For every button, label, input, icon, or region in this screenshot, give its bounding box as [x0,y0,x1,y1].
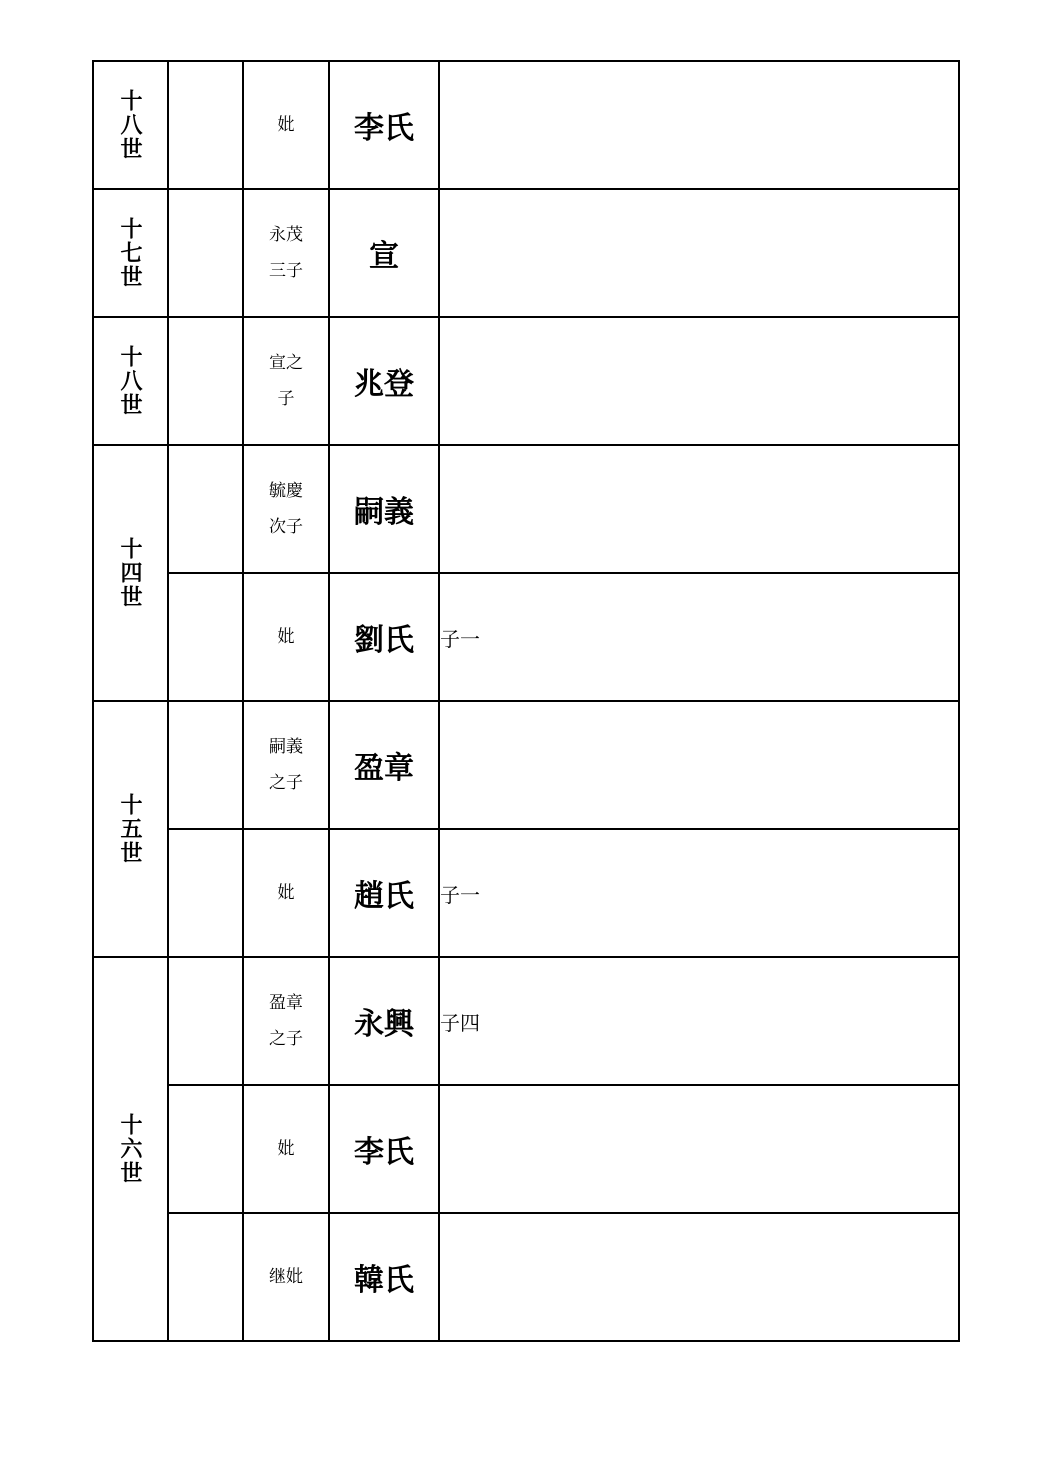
relation-line: 嗣義 [269,737,303,757]
generation-label: 十六世 [117,1113,143,1185]
blank-cell [168,829,243,957]
note-cell [439,317,959,445]
generation-cell [93,701,168,957]
name-cell: 永興 [329,957,439,1085]
relation-cell [243,445,329,573]
name-cell: 嗣義 [329,445,439,573]
relation-line: 妣 [277,627,295,647]
table-row [93,1213,959,1341]
relation-line: 永茂 [269,225,303,245]
relation-line: 妣 [277,115,295,135]
generation-cell [93,445,168,701]
relation-line: 妣 [277,1139,295,1159]
generation-label: 十八世 [117,89,143,161]
relation-cell [243,189,329,317]
relation-line: 宣之 [269,353,303,373]
table-row [93,573,959,701]
genealogy-table [92,60,960,1342]
blank-cell [168,317,243,445]
relation-line: 三子 [269,261,303,281]
relation-cell [243,317,329,445]
name-cell: 趙氏 [329,829,439,957]
generation-label: 十四世 [117,537,143,609]
table-row [93,957,959,1085]
relation-cell [243,957,329,1085]
blank-cell [168,189,243,317]
blank-cell [168,61,243,189]
generation-cell [93,317,168,445]
relation-cell [243,829,329,957]
relation-line: 继妣 [269,1267,303,1287]
generation-cell [93,61,168,189]
relation-line: 毓慶 [269,481,303,501]
relation-line: 妣 [277,883,295,903]
note-cell: 子四 [439,957,959,1085]
note-cell: 子一 [439,829,959,957]
blank-cell [168,445,243,573]
generation-cell [93,189,168,317]
note-cell [439,701,959,829]
note-cell [439,61,959,189]
table-row [93,1085,959,1213]
generation-label: 十七世 [117,217,143,289]
blank-cell [168,1213,243,1341]
relation-cell [243,61,329,189]
relation-line: 子 [277,389,295,409]
relation-line: 之子 [269,773,303,793]
note-cell [439,445,959,573]
note-cell [439,1085,959,1213]
blank-cell [168,1085,243,1213]
name-cell: 李氏 [329,61,439,189]
table-row [93,701,959,829]
blank-cell [168,573,243,701]
note-cell [439,189,959,317]
generation-cell [93,957,168,1341]
relation-line: 之子 [269,1029,303,1049]
generation-label: 十五世 [117,793,143,865]
relation-cell [243,1085,329,1213]
name-cell: 兆登 [329,317,439,445]
generation-label: 十八世 [117,345,143,417]
name-cell: 李氏 [329,1085,439,1213]
relation-cell [243,701,329,829]
table-row [93,829,959,957]
note-cell: 子一 [439,573,959,701]
table-row [93,445,959,573]
table-row [93,61,959,189]
name-cell: 韓氏 [329,1213,439,1341]
name-cell: 盈章 [329,701,439,829]
table-row [93,317,959,445]
blank-cell [168,957,243,1085]
relation-cell [243,573,329,701]
relation-cell [243,1213,329,1341]
name-cell: 劉氏 [329,573,439,701]
note-cell [439,1213,959,1341]
name-cell: 宣 [329,189,439,317]
relation-line: 盈章 [269,993,303,1013]
blank-cell [168,701,243,829]
relation-line: 次子 [269,517,303,537]
table-row [93,189,959,317]
